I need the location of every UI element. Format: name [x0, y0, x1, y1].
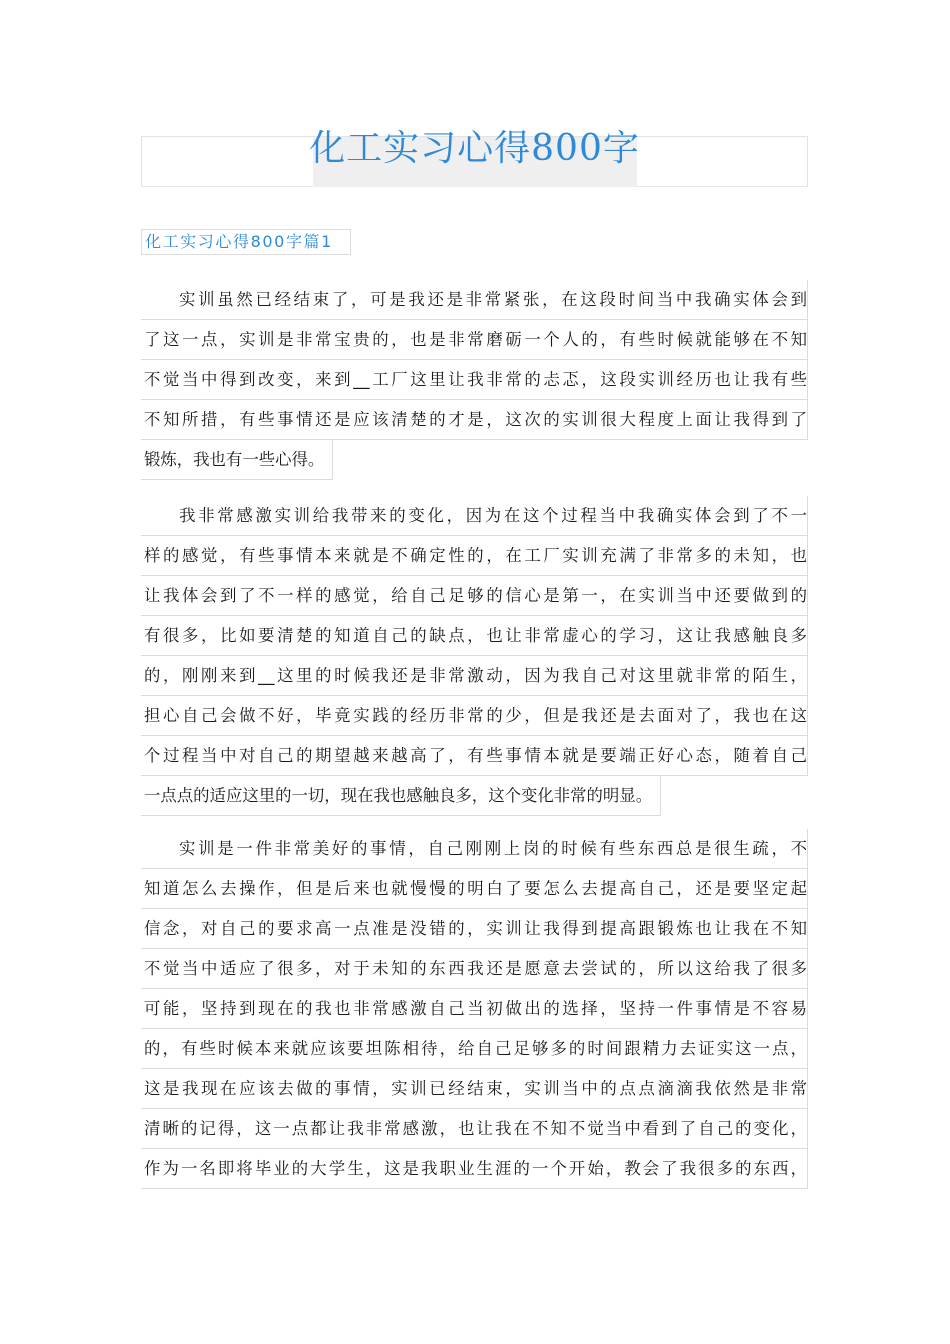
paragraph-line: 的，刚刚来到__这里的时候我还是非常激动，因为我自己对这里就非常的陌生，	[141, 656, 808, 696]
paragraph-line: 有很多，比如要清楚的知道自己的缺点，也让非常虚心的学习，这让我感触良多	[141, 616, 808, 656]
paragraph-line: 实训虽然已经结束了，可是我还是非常紧张，在这段时间当中我确实体会到	[141, 280, 808, 320]
paragraph-line: 让我体会到了不一样的感觉，给自己足够的信心是第一，在实训当中还要做到的	[141, 576, 808, 616]
paragraph-line: 清晰的记得，这一点都让我非常感激，也让我在不知不觉当中看到了自己的变化，	[141, 1109, 808, 1149]
paragraph-line: 我非常感激实训给我带来的变化，因为在这个过程当中我确实体会到了不一	[141, 496, 808, 536]
paragraph-line: 实训是一件非常美好的事情，自己刚刚上岗的时候有些东西总是很生疏，不	[141, 829, 808, 869]
paragraph-line: 担心自己会做不好，毕竟实践的经历非常的少，但是我还是去面对了，我也在这	[141, 696, 808, 736]
paragraph-line: 信念，对自己的要求高一点准是没错的，实训让我得到提高跟锻炼也让我在不知	[141, 909, 808, 949]
paragraph-line: 不觉当中得到改变，来到__工厂这里让我非常的忐忑，这段实训经历也让我有些	[141, 360, 808, 400]
paragraph-line: 样的感觉，有些事情本来就是不确定性的，在工厂实训充满了非常多的未知，也	[141, 536, 808, 576]
paragraph-line: 知道怎么去操作，但是后来也就慢慢的明白了要怎么去提高自己，还是要坚定起	[141, 869, 808, 909]
paragraph-line: 不觉当中适应了很多，对于未知的东西我还是愿意去尝试的，所以这给我了很多	[141, 949, 808, 989]
paragraph-line: 不知所措，有些事情还是应该清楚的才是，这次的实训很大程度上面让我得到了	[141, 400, 808, 440]
paragraph-line: 个过程当中对自己的期望越来越高了，有些事情本就是要端正好心态，随着自己	[141, 736, 808, 776]
paragraph-line: 这是我现在应该去做的事情，实训已经结束，实训当中的点点滴滴我依然是非常	[141, 1069, 808, 1109]
paragraph-3	[141, 829, 808, 1189]
section-heading: 化工实习心得800字篇1	[141, 229, 351, 255]
paragraph-line: 锻炼，我也有一些心得。	[141, 440, 333, 480]
paragraph-2	[141, 496, 808, 816]
paragraph-line: 可能，坚持到现在的我也非常感激自己当初做出的选择，坚持一件事情是不容易	[141, 989, 808, 1029]
paragraph-line: 的，有些时候本来就应该要坦陈相待，给自己足够多的时间跟精力去证实这一点，	[141, 1029, 808, 1069]
document-title: 化工实习心得800字	[309, 128, 640, 169]
paragraph-line: 了这一点，实训是非常宝贵的，也是非常磨砺一个人的，有些时候就能够在不知	[141, 320, 808, 360]
paragraph-1	[141, 280, 808, 480]
paragraph-line: 作为一名即将毕业的大学生，这是我职业生涯的一个开始，教会了我很多的东西，	[141, 1149, 808, 1189]
paragraph-line: 一点点的适应这里的一切，现在我也感触良多，这个变化非常的明显。	[141, 776, 661, 816]
